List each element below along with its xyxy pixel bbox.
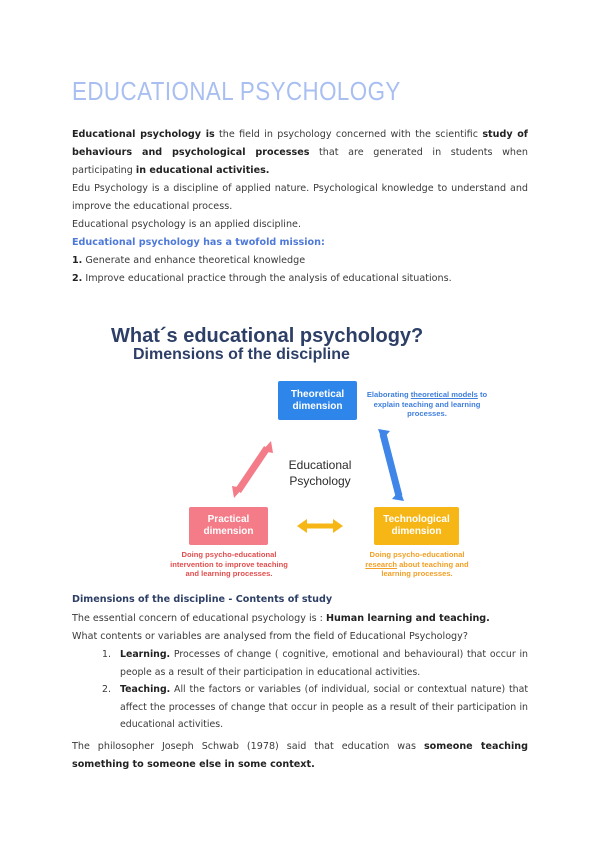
note-underlined: research: [365, 559, 397, 569]
section2-intro: [72, 610, 528, 646]
list-text: All the factors or variables (of individual, social or contextual nature) that affect the processes of change that occur in people as a result of their participation in educational activities.: [120, 684, 528, 730]
note-underlined: theoretical models: [410, 390, 478, 399]
theoretical-note: [362, 390, 492, 419]
section2-paragraph-2: What contents or variables are analysed from the field of Educational Psychology?: [72, 631, 468, 642]
note-text: to explain teaching and learning processes.: [373, 390, 488, 418]
diagram-title: What´s educational psychology?: [111, 325, 424, 347]
list-item: [72, 681, 528, 734]
technological-dimension-box: Technological dimension: [374, 507, 459, 545]
text-span: the field in psychology concerned with the scientific: [214, 129, 483, 140]
mission-number: 1.: [72, 255, 83, 266]
note-text: about teaching and learning processes.: [381, 559, 469, 578]
bold-term: in educational activities.: [135, 165, 270, 176]
practical-note: Doing psycho-educational intervention to improve teaching and learning processes.: [170, 550, 288, 578]
list-term: Teaching.: [120, 684, 171, 695]
closing-paragraph: [72, 738, 528, 774]
mission-number: 2.: [72, 273, 83, 284]
note-text: Elaborating: [366, 390, 411, 399]
list-text: Processes of change ( cognitive, emotional and behavioural) that occur in people as a result of their participation in educational activities.: [120, 649, 528, 678]
text-span: that are generated in students when participating: [72, 147, 528, 176]
bold-term: Human learning and teaching.: [325, 613, 490, 624]
intro-paragraph-3: Educational psychology is an applied discipline.: [72, 219, 301, 230]
technological-note: [354, 550, 480, 579]
list-item: [72, 646, 528, 681]
theoretical-dimension-box: Theoretical dimension: [278, 381, 357, 420]
intro-paragraph-2: Edu Psychology is a discipline of applied nature. Psychological knowledge to understand and improve the educational process.: [72, 183, 528, 212]
center-label: Educational Psychology: [288, 458, 352, 488]
mission-text: Generate and enhance theoretical knowledge: [82, 255, 306, 266]
note-text: Doing psycho-educational: [369, 550, 465, 559]
mission-text: Improve educational practice through the analysis of educational situations.: [82, 273, 452, 284]
list-number: 1.: [102, 649, 111, 660]
section2-paragraph-3: [72, 738, 528, 774]
page-title: EDUCATIONAL PSYCHOLOGY: [72, 76, 401, 106]
diagram-subtitle: Dimensions of the discipline: [133, 346, 350, 363]
practical-dimension-box: Practical dimension: [189, 507, 268, 545]
mission-heading: Educational psychology has a twofold mission:: [72, 237, 325, 248]
section2-paragraph-1: [72, 610, 528, 628]
text-span: The philosopher Joseph Schwab (1978) said that education was: [72, 741, 424, 752]
bold-term: study of behaviours and psychological processes: [72, 129, 528, 158]
text-span: The essential concern of educational psychology is :: [72, 613, 326, 624]
arrow-theoretical-technological: [378, 429, 404, 501]
bold-term: someone teaching something to someone else in some context.: [72, 741, 528, 770]
list-term: Learning.: [120, 649, 171, 660]
list-number: 2.: [102, 684, 111, 695]
arrow-practical-technological: [297, 519, 343, 533]
bold-term: Educational psychology is: [72, 129, 215, 140]
arrow-practical-theoretical: [232, 441, 273, 498]
section-heading: Dimensions of the discipline - Contents of study: [72, 594, 333, 605]
contents-list: [72, 646, 528, 734]
